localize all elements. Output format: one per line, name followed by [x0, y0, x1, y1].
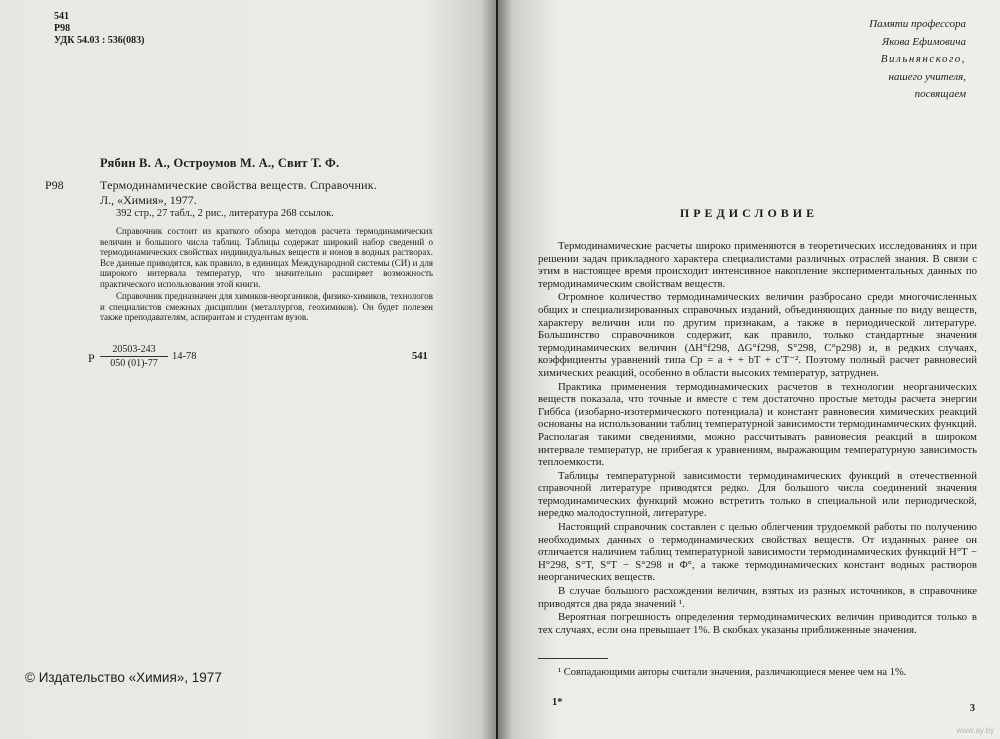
index-numerator: 20503-243 [100, 344, 168, 357]
preface-paragraph: Практика применения термодинамических расчетов в технологии неорганических веществ показала, что точные и вместе с тем достаточно простые методы расчета энергии Гиббса (изобарно-изотермического потенциала) и констант равновесия химических реакций основаны на использовании таблиц температурной зависимости термодинамических функций. Располагая такими сведениями, можно рассчитывать равновесия реакций в широком интервале температур, не прибегая к уравнениям, выражающим температурную зависимость теплоемкости. [538, 380, 977, 469]
watermark: www.ay.by [956, 726, 994, 735]
preface-paragraph: Настоящий справочник составлен с целью облегчения трудоемкой работы по получению необходимых данных о термодинамических свойствах веществ. От изданных ранее он отличается наличием таблиц температурной зависимости термодинамических функций H°T − H°298, S°T, S°T − S°298 и Φ°, а также термодинамических констант водных растворов неорганических веществ. [538, 521, 977, 584]
dedication-line: Вильнянского, [880, 53, 966, 65]
abstract-paragraph: Справочник предназначен для химиков-неоргаников, физико-химиков, технологов и специалистов смежных дисциплин (металлургов, геохимиков). Он будет полезен также преподавателям, аспирантам и студентам вузов. [100, 291, 433, 323]
signature-mark: 1* [552, 697, 563, 708]
dedication-line: Якова Ефимовича [882, 35, 966, 48]
preface-paragraph: Таблицы температурной зависимости термодинамических функций в отечественной справочной литературе приводятся редко. Для большого числа соединений значения термодинамических функций можно встретить только в специальной или периодической, нередко малодоступной, литературе. [538, 469, 977, 520]
dedication-line: посвящаем [914, 88, 966, 100]
index-fraction [100, 344, 168, 369]
preface-paragraph: В случае большого расхождения величин, взятых из разных источников, в справочнике приводятся два ряда значений ¹. [538, 585, 977, 610]
footnote-rule [538, 658, 608, 659]
udk-code: УДК 54.03 : 536(083) [54, 35, 145, 46]
index-suffix: 14-78 [172, 351, 197, 362]
preface-paragraph: Вероятная погрешность определения термодинамических величин приводится только в тех случаях, если она превышает 1%. В скобках указаны приближенные значения. [538, 611, 977, 636]
index-prefix: Р [88, 351, 95, 365]
abstract-paragraph: Справочник состоит из краткого обзора методов расчета термодинамических величин и большого числа таблиц. Таблицы содержат широкий набор сведений о термодинамических свойствах индивидуальных веществ и ионов в водных растворах. Все данные приводятся, как правило, в единицах Международной системы (СИ) и для широкого интервала температур, что значительно расширяет возможность практического использования этой книги. [100, 226, 433, 289]
preface-heading: ПРЕДИСЛОВИЕ [679, 206, 819, 220]
catalog-number: 541 [54, 11, 69, 22]
right-page [498, 0, 1000, 739]
page-number: 3 [969, 703, 975, 714]
left-page [0, 0, 496, 739]
book-extent: 392 стр., 27 табл., 2 рис., литература 268 ссылок. [116, 208, 334, 219]
publication-info: Л., «Химия», 1977. [100, 193, 197, 207]
bibliographic-code: Р98 [45, 178, 64, 192]
preface-body [538, 240, 977, 637]
index-right: 541 [412, 351, 428, 362]
preface-paragraph: Огромное количество термодинамических величин разбросано среди многочисленных общих и специализированных справочных изданий, объединяющих данные по виду веществ, характеру величин или по другим признакам, а также в периодической литературе. Большинство справочников содержит, как правило, только стандартные значения термодинамических величин (ΔH°f298, ΔG°f298, S°298, C°p298) и, в редких случаях, коэффициенты уравнений типа Cp = a + + bT + c′T⁻². Поэтому полный расчет равновесий химических реакций, особенно в области высоких температур, затруднен. [538, 291, 977, 379]
preface-paragraph: Термодинамические расчеты широко применяются в теоретических исследованиях и при решении задач прикладного характера специалистами различных отраслей знания. В связи с этим в настоящее время происходит интенсивное накопление экспериментальных данных по термодинамическим свойствам веществ. [538, 240, 977, 290]
dedication-line: нашего учителя, [888, 70, 966, 83]
footnote: ¹ Совпадающими авторы считали значения, различающиеся менее чем на 1%. [558, 667, 907, 678]
dedication-line: Памяти профессора [869, 18, 966, 30]
authors: Рябин В. А., Остроумов М. А., Свит Т. Ф. [100, 156, 340, 170]
catalog-code: Р98 [54, 23, 71, 34]
dedication [746, 16, 966, 104]
copyright: © Издательство «Химия», 1977 [25, 670, 222, 685]
index-denominator: 050 (01)-77 [110, 358, 158, 369]
book-title: Термодинамические свойства веществ. Справочник. [100, 178, 378, 192]
